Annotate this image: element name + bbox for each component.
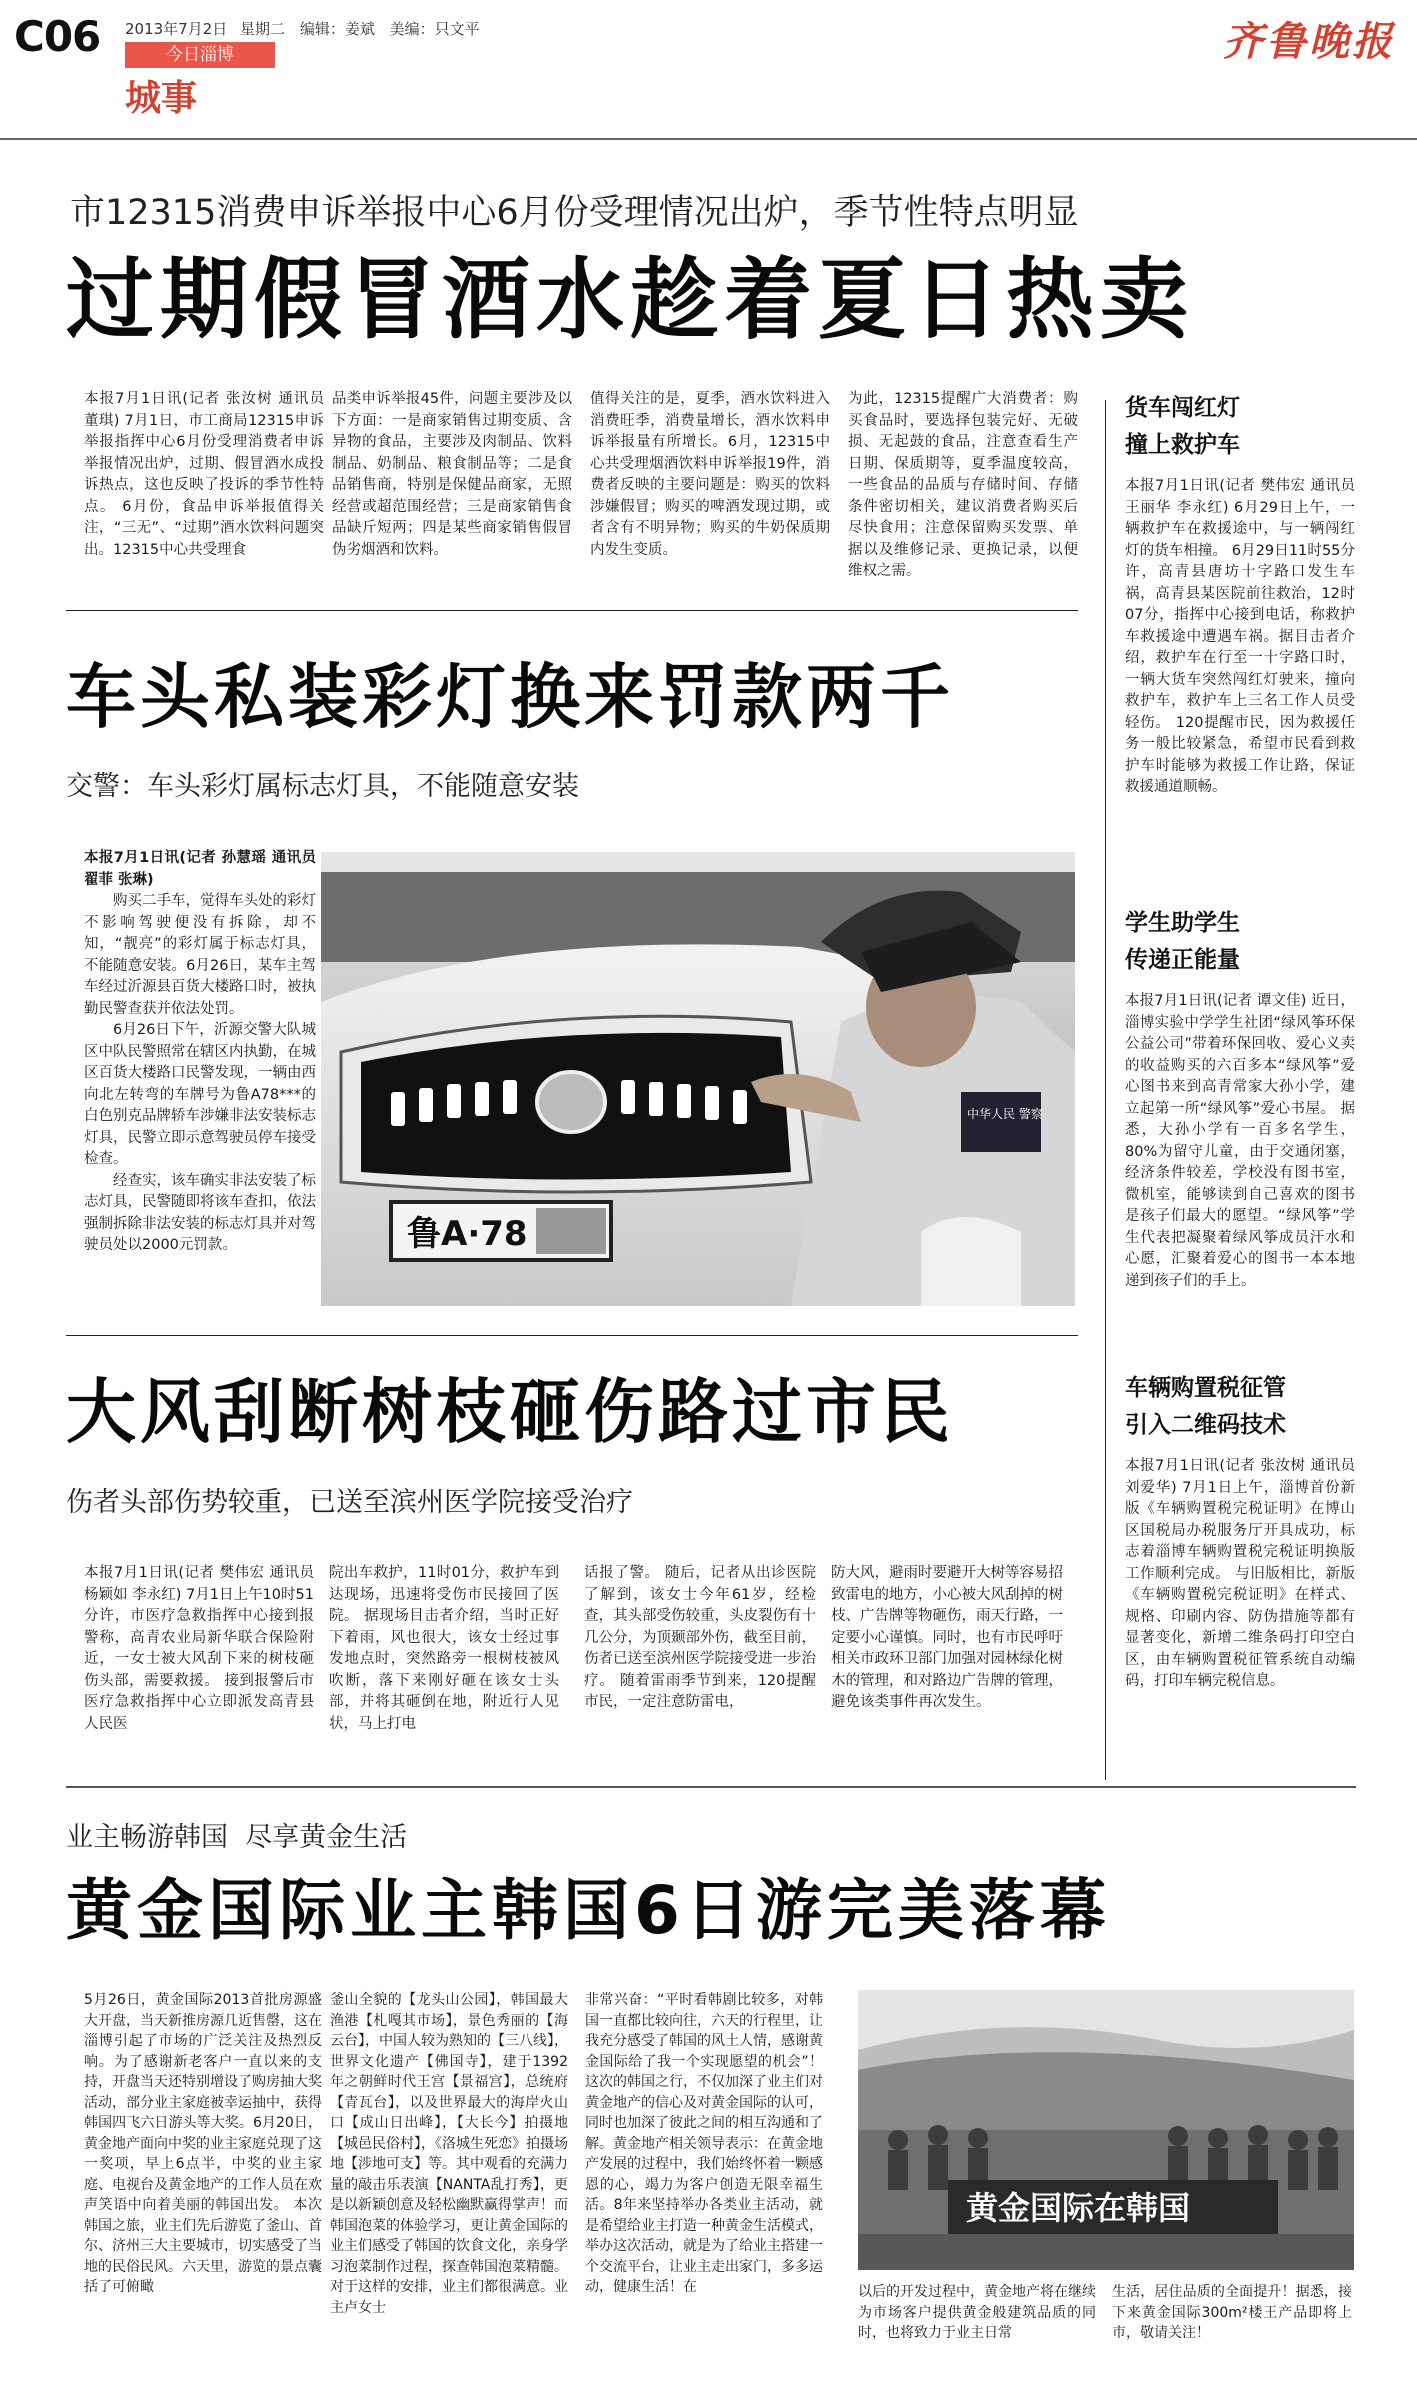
article4-col-4: 以后的开发过程中，黄金地产将在继续为市场客户提供黄金般建筑品质的同时，也将致力于业主日常 xyxy=(858,2284,1096,2341)
header-divider xyxy=(0,138,1417,140)
art-editor-credit: 美编：只文平 xyxy=(389,20,480,38)
article4-col-5: 生活，居住品质的全面提升！据悉，接下来黄金国际300m²楼王产品即将上市，敬请关注！ xyxy=(1112,2284,1352,2341)
article4-col-3: 非常兴奋：“平时看韩剧比较多，对韩国一直都比较向往，六天的行程里，让我充分感受了韩国的风土人情，感谢黄金国际给了我一个实现愿望的机会”！ 这次的韩国之行，不仅加深了业主们对黄金地产的信心及对黄金国际的认可，同时也加深了彼此之间的相互沟通和了解。黄金地产相关领导表示：在黄金地产发展的过程中，我们始终怀着一颗感恩的心，竭力为客户创造无限幸福生活。8年来坚持举办各类业主活动，就是希望给业主打造一种黄金生活模式，举办这次活动，就是为了给业主搭建一个交流平台，让业主走出家门，多多运动，健康生活！在 xyxy=(585,1992,823,2295)
article4-kicker: 业主畅游韩国 尽享黄金生活 xyxy=(66,1822,408,1853)
issue-date: 2013年7月2日 xyxy=(125,20,228,38)
article1-col-2: 品类申诉举报45件，问题主要涉及以下方面：一是商家销售过期变质、含异物的食品，主要涉及肉制品、饮料制品、奶制品、粮食制品等；二是食品销售商，特别是保健品商家，无照经营或超范围经营；三是商家销售食品缺斤短两；四是某些商家销售假冒伪劣烟酒和饮料。 xyxy=(332,391,572,558)
group-photo-illustration xyxy=(858,1990,1354,2270)
article4-col-2: 釜山全貌的【龙头山公园】，韩国最大渔港【札嘎其市场】，景色秀丽的【海云台】，中国人较为熟知的【三八线】，世界文化遗产【佛国寺】，建于1392年之朝鲜时代王宫【景福宫】，总统府【青瓦台】，以及世界最大的海岸火山口【成山日出峰】，【大长今】拍摄地【城邑民俗村】，《洛城生死恋》拍摄场地【涉地可支】等。其中观看的充满力量的敲击乐表演【NANTA乱打秀】，更是以新颖创意及轻松幽默赢得掌声！而韩国泡菜的体验学习，更让黄金国际的业主们感受了韩国的饮食文化，亲身学习泡菜制作过程，探查韩国泡菜精髓。对于这样的安排，业主们都很满意。业主卢女士 xyxy=(330,1992,568,2316)
article3-subhead: 伤者头部伤势较重，已送至滨州医学院接受治疗 xyxy=(66,1487,633,1518)
section-name: 城事 xyxy=(125,78,198,119)
page-code: C06 xyxy=(14,12,101,61)
article4-headline: 黄金国际业主韩国6日游完美落幕 xyxy=(66,1872,1111,1949)
sidebar-story-2-title-line-2: 传递正能量 xyxy=(1125,947,1240,973)
issue-weekday: 星期二 xyxy=(240,20,286,38)
car-photo-illustration xyxy=(321,852,1075,1306)
article2-para-2: 6月26日下午，沂源交警大队城区中队民警照常在辖区内执勤，在城区百货大楼路口民警发现，一辆由西向北左转弯的车牌号为鲁A78***的白色别克品牌轿车涉嫌非法安装标志灯具，民警立即示意驾驶员停车接受检查。 xyxy=(84,1022,316,1167)
article3-col-2: 院出车救护，11时01分，救护车到达现场，迅速将受伤市民接回了医院。 据现场目击者介绍，当时正好下着雨，风也很大，该女士经过事发地点时，突然路旁一根树枝被风吹断，落下来刚好砸在该女士头部，并将其砸倒在地，附近行人见状，马上打电 xyxy=(329,1565,559,1732)
license-plate: 鲁A·78 xyxy=(407,1214,528,1254)
article1-col-4: 为此，12315提醒广大消费者：购买食品时，要选择包装完好、无破损、无起鼓的食品，注意查看生产日期、保质期等，夏季温度较高，一些食品的品质与存储时间、存储条件密切相关，建议消费者购买后尽快食用；注意保留购买发票、单据以及维修记录、更换记录，以便维权之需。 xyxy=(848,391,1078,579)
editor-credit: 编辑：姜斌 xyxy=(299,20,375,38)
car-headlight-photo xyxy=(321,852,1075,1306)
sidebar-story-2-title xyxy=(1125,905,1355,979)
article2-para-3: 经查实，该车确实非法安装了标志灯具，民警随即将该车查扣，依法强制拆除非法安装的标志灯具并对驾驶员处以2000元罚款。 xyxy=(84,1172,316,1253)
article1-col-1: 本报7月1日讯(记者 张汝树 通讯员 董琪) 7月1日，市工商局12315申诉举报指挥中心6月份受理消费者申诉举报情况出炉，过期、假冒酒水成投诉热点，这也反映了投诉的季节性特点。 6月份，食品申诉举报值得关注，“三无”、“过期”酒水饮料问题突出。12315中心共受理食 xyxy=(84,391,324,558)
tour-banner: 黄金国际在韩国 xyxy=(966,2189,1191,2227)
sidebar-story-3 xyxy=(1125,1370,1355,1693)
article1-divider xyxy=(66,610,1078,611)
article4-top-divider xyxy=(66,1786,1356,1788)
sidebar-story-1-title-line-1: 货车闯红灯 xyxy=(1125,395,1240,421)
article1-kicker: 市12315消费申诉举报中心6月份受理情况出炉，季节性特点明显 xyxy=(70,193,1079,233)
group-tour-photo xyxy=(858,1990,1354,2270)
article2-subhead: 交警：车头彩灯属标志灯具，不能随意安装 xyxy=(66,771,579,802)
article1-col-3: 值得关注的是，夏季，酒水饮料进入消费旺季，消费量增长，酒水饮料申诉举报量有所增长。6月，12315中心共受理烟酒饮料申诉举报19件，消费者反映的主要问题是：购买的饮料涉嫌假冒；购买的啤酒发现过期，或者含有不明异物；购买的牛奶保质期内发生变质。 xyxy=(590,391,830,558)
article1-headline: 过期假冒酒水趁着夏日热卖 xyxy=(66,248,1195,351)
article2-headline: 车头私装彩灯换来罚款两千 xyxy=(66,656,954,738)
article2-body xyxy=(84,848,316,1257)
sidebar-story-1-body: 本报7月1日讯(记者 樊伟宏 通讯员 王丽华 李永红) 6月29日上午，一辆救护车在救援途中，与一辆闯红灯的货车相撞。 6月29日11时55分许，高青县唐坊十字路口发生车祸，高青县某医院前往救治，12时07分，指挥中心接到电话，称救护车救援途中遭遇车祸。据目击者介绍，救护车在行至一十字路口时，一辆大货车突然闯红灯驶来，撞向救护车，救护车上三名工作人员受轻伤。 120提醒市民，因为救援任务一般比较紧急，希望市民看到救护车时能够为救援工作让路，保证救援通道顺畅。 xyxy=(1125,478,1355,795)
article3-col-1: 本报7月1日讯(记者 樊伟宏 通讯员 杨颖如 李永红) 7月1日上午10时51分许，市医疗急救指挥中心接到报警称，高青农业局新华联合保险附近，一女士被大风刮下来的树枝砸伤头部，需要救援。 接到报警后市医疗急救指挥中心立即派发高青县人民医 xyxy=(84,1565,314,1732)
section-tag xyxy=(125,42,275,68)
sidebar-story-3-title xyxy=(1125,1370,1355,1444)
sidebar-story-3-title-line-1: 车辆购置税征管 xyxy=(1125,1375,1286,1401)
brand-logo: 齐鲁晚报 xyxy=(1223,18,1395,65)
section-tag-label: 今日淄博 xyxy=(166,45,234,65)
sidebar-story-1 xyxy=(1125,390,1355,799)
article3-headline: 大风刮断树枝砸伤路过市民 xyxy=(66,1371,954,1453)
article2-dateline: 本报7月1日讯(记者 孙慧瑶 通讯员 翟菲 张琳) xyxy=(84,850,316,888)
article2-divider xyxy=(66,1335,1078,1336)
sidebar-vertical-divider xyxy=(1105,400,1106,1780)
article4-col-1: 5月26日，黄金国际2013首批房源盛大开盘，当天新推房源几近售罄，这在淄博引起了市场的广泛关注及热烈反响。为了感谢新老客户一直以来的支持，开盘当天还特别增设了购房抽大奖活动，部分业主家庭被幸运抽中，获得韩国四飞六日游头等大奖。6月20日，黄金地产面向中奖的业主家庭兑现了这一奖项，早上6点半，中奖的业主家庭、电视台及黄金地产的工作人员在欢声笑语中向着美丽的韩国出发。 本次韩国之旅，业主们先后游览了釜山、首尔、济州三大主要城市，切实感受了当地的民俗民风。六天里，游览的景点囊括了可俯瞰 xyxy=(84,1992,322,2295)
sidebar-story-2-body: 本报7月1日讯(记者 谭文佳) 近日，淄博实验中学学生社团“绿风筝环保公益公司”带着环保回收、爱心义卖的收益购买的六百多本“绿风筝”爱心图书来到高青常家大孙小学，建立起第一所“绿风筝”爱心书屋。 据悉，大孙小学有一百多名学生，80%为留守儿童，由于交通闭塞，经济条件较差，学校没有图书室，微机室，能够读到自己喜欢的图书是孩子们最大的愿望。“绿风筝”学生代表把凝聚着绿风筝成员汗水和心愿，汇聚着爱心的图书一本本地递到孩子们的手上。 xyxy=(1125,993,1355,1289)
article3-col-4: 防大风，避雨时要避开大树等容易招致雷电的地方，小心被大风刮掉的树枝、广告牌等物砸伤，雨天行路，一定要小心谨慎。同时，也有市民呼吁相关市政环卫部门加强对园林绿化树木的管理，和对路边广告牌的管理，避免该类事件再次发生。 xyxy=(831,1565,1063,1710)
article3-col-3: 话报了警。 随后，记者从出诊医院了解到，该女士今年61岁，经检查，其头部受伤较重，头皮裂伤有十几公分，为顶颞部外伤，截至目前，伤者已送至滨州医学院接受进一步治疗。 随着雷雨季节到来，120提醒市民，一定注意防雷电， xyxy=(584,1565,816,1710)
header-meta xyxy=(125,18,480,39)
police-patch: 中华人民 警察 xyxy=(967,1107,1043,1121)
sidebar-story-2-title-line-1: 学生助学生 xyxy=(1125,910,1240,936)
article2-para-1: 购买二手车，觉得车头处的彩灯不影响驾驶便没有拆除，却不知，“靓亮”的彩灯属于标志灯具，不能随意安装。6月26日，某车主驾车经过沂源县百货大楼路口时，被执勤民警查获并依法处罚。 xyxy=(84,893,316,1017)
page-header xyxy=(0,0,1417,130)
sidebar-story-2 xyxy=(1125,905,1355,1292)
sidebar-story-3-body: 本报7月1日讯(记者 张汝树 通讯员 刘爱华) 7月1日上午，淄博首份新版《车辆购置税完税证明》在博山区国税局办税服务厅开具成功，标志着淄博车辆购置税完税证明换版工作顺利完成。 与旧版相比，新版《车辆购置税完税证明》在样式、规格、印刷内容、防伪措施等都有显著变化，新增二维条码打印空白区，由车辆购置税征管系统自动编码，打印车辆完税信息。 xyxy=(1125,1458,1355,1689)
sidebar-story-1-title xyxy=(1125,390,1355,464)
sidebar-story-3-title-line-2: 引入二维码技术 xyxy=(1125,1412,1286,1438)
sidebar-story-1-title-line-2: 撞上救护车 xyxy=(1125,432,1240,458)
